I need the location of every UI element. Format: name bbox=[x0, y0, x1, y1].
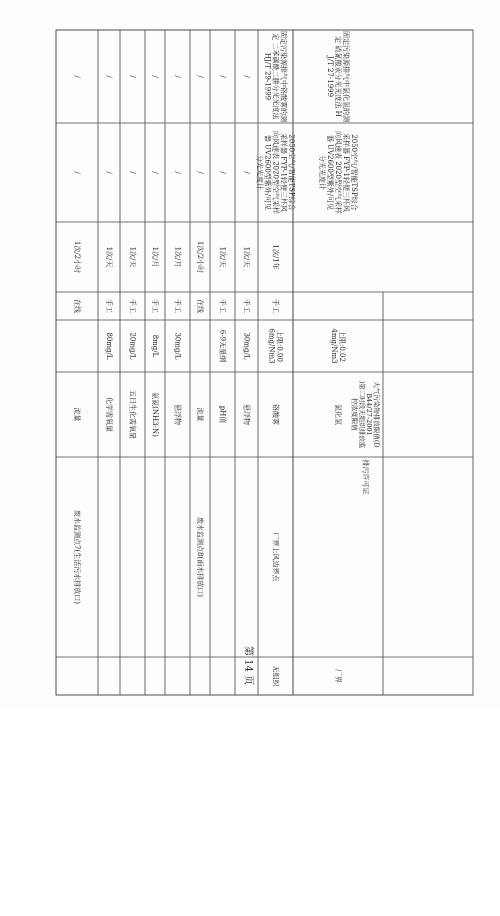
cell-limit: 上限:0.00 bbox=[275, 330, 284, 362]
cell-frequency: 1次/天 bbox=[242, 246, 251, 268]
cell-limit: 上限:0.02 bbox=[338, 330, 347, 362]
cell-instrument: 器 UV2600型紫外/可见 bbox=[263, 134, 272, 211]
cell-point: 废水监测点7(生活污水排放口) bbox=[73, 510, 81, 604]
cell-instrument: 2050空气/智能TSP综合 bbox=[287, 134, 296, 211]
cell-standard: / bbox=[173, 75, 182, 78]
cell-instrument: 采样器 FYP-1轻便三杯风 bbox=[279, 133, 288, 212]
cell-instrument: / bbox=[218, 171, 227, 174]
cell-item: 氨氮(NH3-N) bbox=[151, 392, 159, 437]
cell-standard: / bbox=[73, 75, 81, 78]
cell-frequency: 1次/天 bbox=[105, 246, 113, 268]
cell-standard: / bbox=[218, 75, 227, 78]
cell-limit: 4mg/Nm3 bbox=[329, 328, 338, 364]
cell-limit: 8mg/L bbox=[151, 334, 159, 358]
cell-standard: HJ/T 29-1999 bbox=[263, 52, 272, 101]
cell-frequency: 1次/2小时 bbox=[196, 240, 204, 274]
cell-standard: 固定污染源排气中铬酸雾的测 bbox=[279, 31, 288, 122]
cell-item: 铬酸雾 bbox=[271, 404, 280, 425]
cell-frequency: 1次/月 bbox=[151, 246, 159, 268]
cell-method-type: 手工 bbox=[151, 299, 159, 313]
cell-frequency: 1次/天 bbox=[218, 246, 227, 268]
cell-limit: 80mg/L bbox=[105, 332, 113, 360]
cell-method-type: 手工 bbox=[128, 299, 137, 313]
cell-point: 废水监测点8(雨水排放口) bbox=[196, 517, 204, 597]
cell-standard: / bbox=[105, 75, 113, 78]
cell-instrument: 分光光度计 bbox=[317, 155, 326, 190]
cell-instrument: 采样器 FYP-1轻便三杯风 bbox=[342, 133, 351, 212]
cell-method-type: 手工 bbox=[173, 299, 182, 313]
cell-basis: 控浓度限值 bbox=[350, 398, 359, 431]
cell-frequency: 1次/天 bbox=[128, 246, 137, 268]
cell-standard: / bbox=[151, 75, 159, 78]
cell-instrument: / bbox=[73, 171, 81, 174]
cell-instrument: 器 UV2600型紫外/可见 bbox=[325, 134, 334, 211]
page-number: 第 14 页 bbox=[242, 645, 254, 686]
cell-limit: 6-9无量纲 bbox=[218, 329, 227, 363]
cell-item: 流量 bbox=[73, 407, 81, 422]
cell-limit: 30mg/L bbox=[173, 332, 182, 360]
cell-item: 悬浮物 bbox=[173, 404, 182, 425]
cell-basis: B44/27-2001 bbox=[365, 393, 374, 436]
cell-instrument: / bbox=[151, 171, 159, 174]
cell-standard: 定 二苯碳酰二肼分光光度法 bbox=[271, 33, 280, 120]
cell-category: 厂界 bbox=[334, 669, 342, 683]
cell-method-type: 手工 bbox=[271, 299, 280, 313]
cell-standard: 定 硫氰酸汞分光光度法 H bbox=[334, 36, 342, 117]
cell-method-type: 手工 bbox=[105, 299, 113, 313]
cell-instrument: 向风速表 2020型空气采样 bbox=[334, 130, 342, 215]
cell-item: 五日生化需氧量 bbox=[128, 390, 137, 439]
cell-item: 氯化氢 bbox=[334, 404, 342, 425]
cell-instrument: / bbox=[196, 171, 204, 174]
cell-instrument: / bbox=[105, 171, 113, 174]
cell-method-type: 在线 bbox=[196, 299, 204, 313]
cell-limit: 20mg/L bbox=[128, 332, 137, 360]
cell-method-type: 手工 bbox=[242, 299, 251, 313]
cell-basis: )第二时段无组织排放监 bbox=[357, 380, 366, 449]
cell-basis: 大气污染物排放限值(D bbox=[372, 381, 381, 448]
cell-instrument: 分光光度计 bbox=[255, 155, 264, 190]
cell-standard: / bbox=[196, 75, 204, 78]
cell-standard: / bbox=[128, 75, 137, 78]
cell-instrument: / bbox=[242, 171, 251, 174]
cell-frequency: 1次/月 bbox=[173, 246, 182, 268]
cell-item: 化学需氧量 bbox=[105, 397, 113, 432]
cell-item: 悬浮物 bbox=[242, 404, 251, 425]
cell-standard: J/T 27-1999 bbox=[325, 55, 334, 98]
cell-frequency: 1次/2小时 bbox=[73, 240, 81, 274]
cell-item: pH值 bbox=[218, 405, 227, 424]
cell-item: 流量 bbox=[196, 407, 204, 422]
cell-permit: 排污许可证 bbox=[361, 459, 370, 495]
cell-limit: 30mg/L bbox=[242, 332, 251, 360]
cell-method-type: 在线 bbox=[73, 299, 81, 313]
cell-category: 无组织 bbox=[271, 665, 280, 687]
cell-instrument: 向风速表 2020型空气采样 bbox=[271, 130, 280, 215]
cell-limit: 6mg/Nm3 bbox=[267, 328, 276, 364]
cell-point: 厂界上风边界点 bbox=[271, 532, 280, 582]
cell-standard: 固定污染源排气中氯化氢的测 bbox=[342, 31, 351, 122]
cell-instrument: / bbox=[128, 171, 137, 174]
cell-method-type: 手工 bbox=[218, 299, 227, 313]
cell-instrument: 2050空气/智能TSP综合 bbox=[350, 134, 359, 211]
cell-frequency: 1次/1年 bbox=[271, 244, 280, 270]
cell-standard: / bbox=[242, 75, 251, 78]
cell-instrument: / bbox=[173, 171, 182, 174]
table-grid bbox=[56, 30, 473, 695]
